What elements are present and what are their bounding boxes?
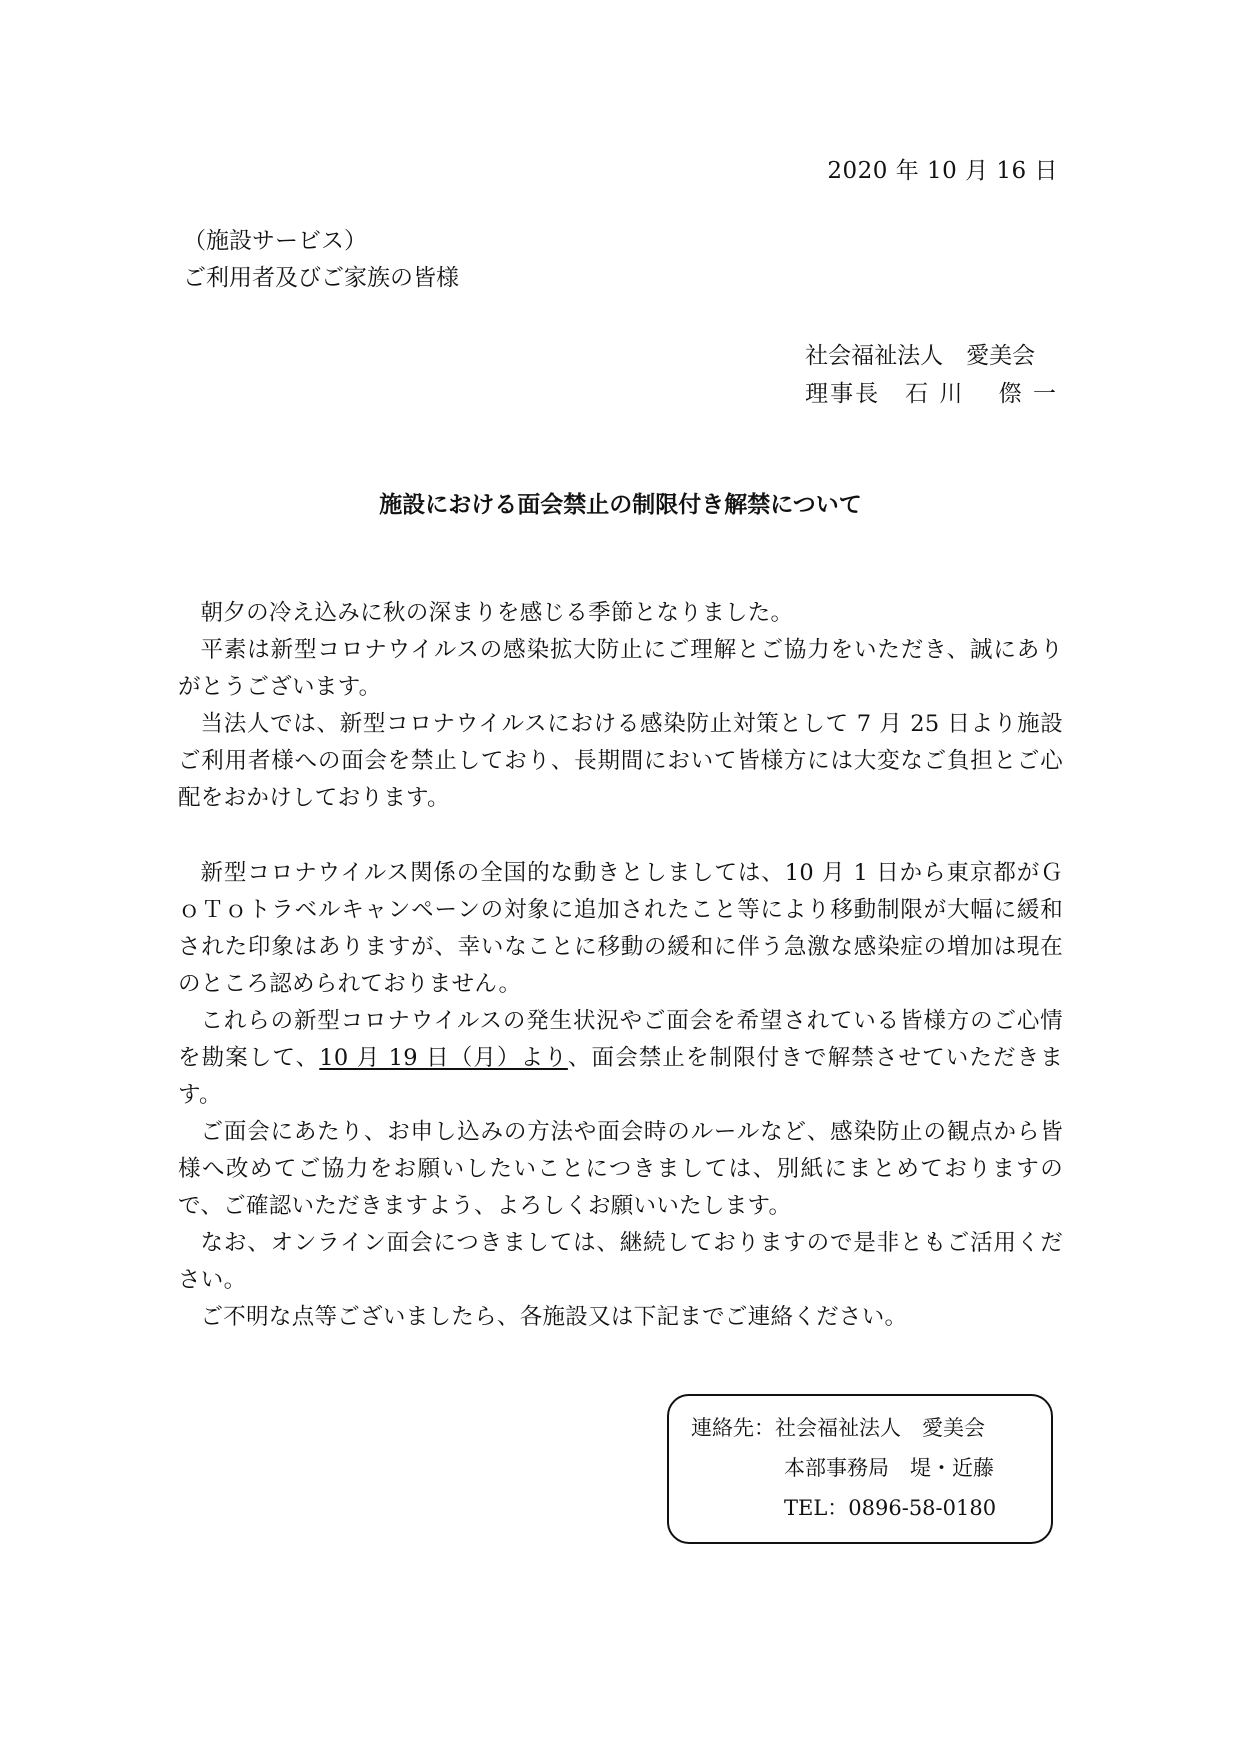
reopening-date-underlined: 10 月 19 日（月）より <box>319 1045 568 1071</box>
recipient-category: （施設サービス） <box>183 228 367 254</box>
body-paragraph-3: 当法人では、新型コロナウイルスにおける感染防止対策として 7 月 25 日より施設ご利用者様への面会を禁止しており、長期間において皆様方には大変なご負担とご心配をおかけしております。 <box>178 711 1063 811</box>
body-paragraph-8: ご不明な点等ございましたら、各施設又は下記までご連絡ください。 <box>200 1304 908 1330</box>
sender-organization: 社会福祉法人 愛美会 <box>805 343 1036 369</box>
body-paragraph-2: 平素は新型コロナウイルスの感染拡大防止にご理解とご協力をいただき、誠にありがとうございます。 <box>178 637 1063 700</box>
recipient-name: ご利用者及びご家族の皆様 <box>183 265 459 291</box>
paragraph-5-rest: 、面会禁止を制限付きで解禁させていただきます。 <box>178 1045 1063 1108</box>
paragraph-gap <box>178 817 1063 855</box>
sender-block <box>805 337 1058 413</box>
body-paragraph-6: ご面会にあたり、お申し込みの方法や面会時のルールなど、感染防止の観点から皆様へ改めてご協力をお願いしたいことにつきましては、別紙にまとめておりますので、ご確認いただきますよう、よろしくお願いいたします。 <box>178 1119 1063 1219</box>
body-paragraph-7: なお、オンライン面会につきましては、継続しておりますので是非ともご活用ください。 <box>178 1230 1063 1293</box>
contact-organization: 連絡先：社会福祉法人 愛美会 <box>691 1416 985 1440</box>
body-paragraph-1: 朝夕の冷え込みに秋の深まりを感じる季節となりました。 <box>200 600 794 626</box>
document-title: 施設における面会禁止の制限付き解禁について <box>379 492 862 518</box>
body-paragraph-4: 新型コロナウイルス関係の全国的な動きとしましては、10 月 1 日から東京都がＧｏＴｏトラベルキャンペーンの対象に追加されたこと等により移動制限が大幅に緩和された印象はありますが、幸いなことに移動の緩和に伴う急激な感染症の増加は現在のところ認められておりません。 <box>178 860 1063 997</box>
recipient-block <box>183 223 459 297</box>
contact-department: 本部事務局 堤・近藤 <box>784 1456 994 1480</box>
body-paragraph-5 <box>178 1003 1063 1114</box>
document-body <box>178 595 1063 1336</box>
contact-box <box>667 1394 1053 1544</box>
document-date: 2020 年 10 月 16 日 <box>827 158 1058 184</box>
sender-representative: 理事長 石 川 傺 一 <box>805 381 1058 407</box>
paragraph-5-intro: これらの新型コロナウイルスの発生状況やご面会を希望されている皆様方のご心情を勘案して、 <box>178 1008 1063 1071</box>
contact-phone: TEL：0896-58-0180 <box>784 1496 997 1520</box>
